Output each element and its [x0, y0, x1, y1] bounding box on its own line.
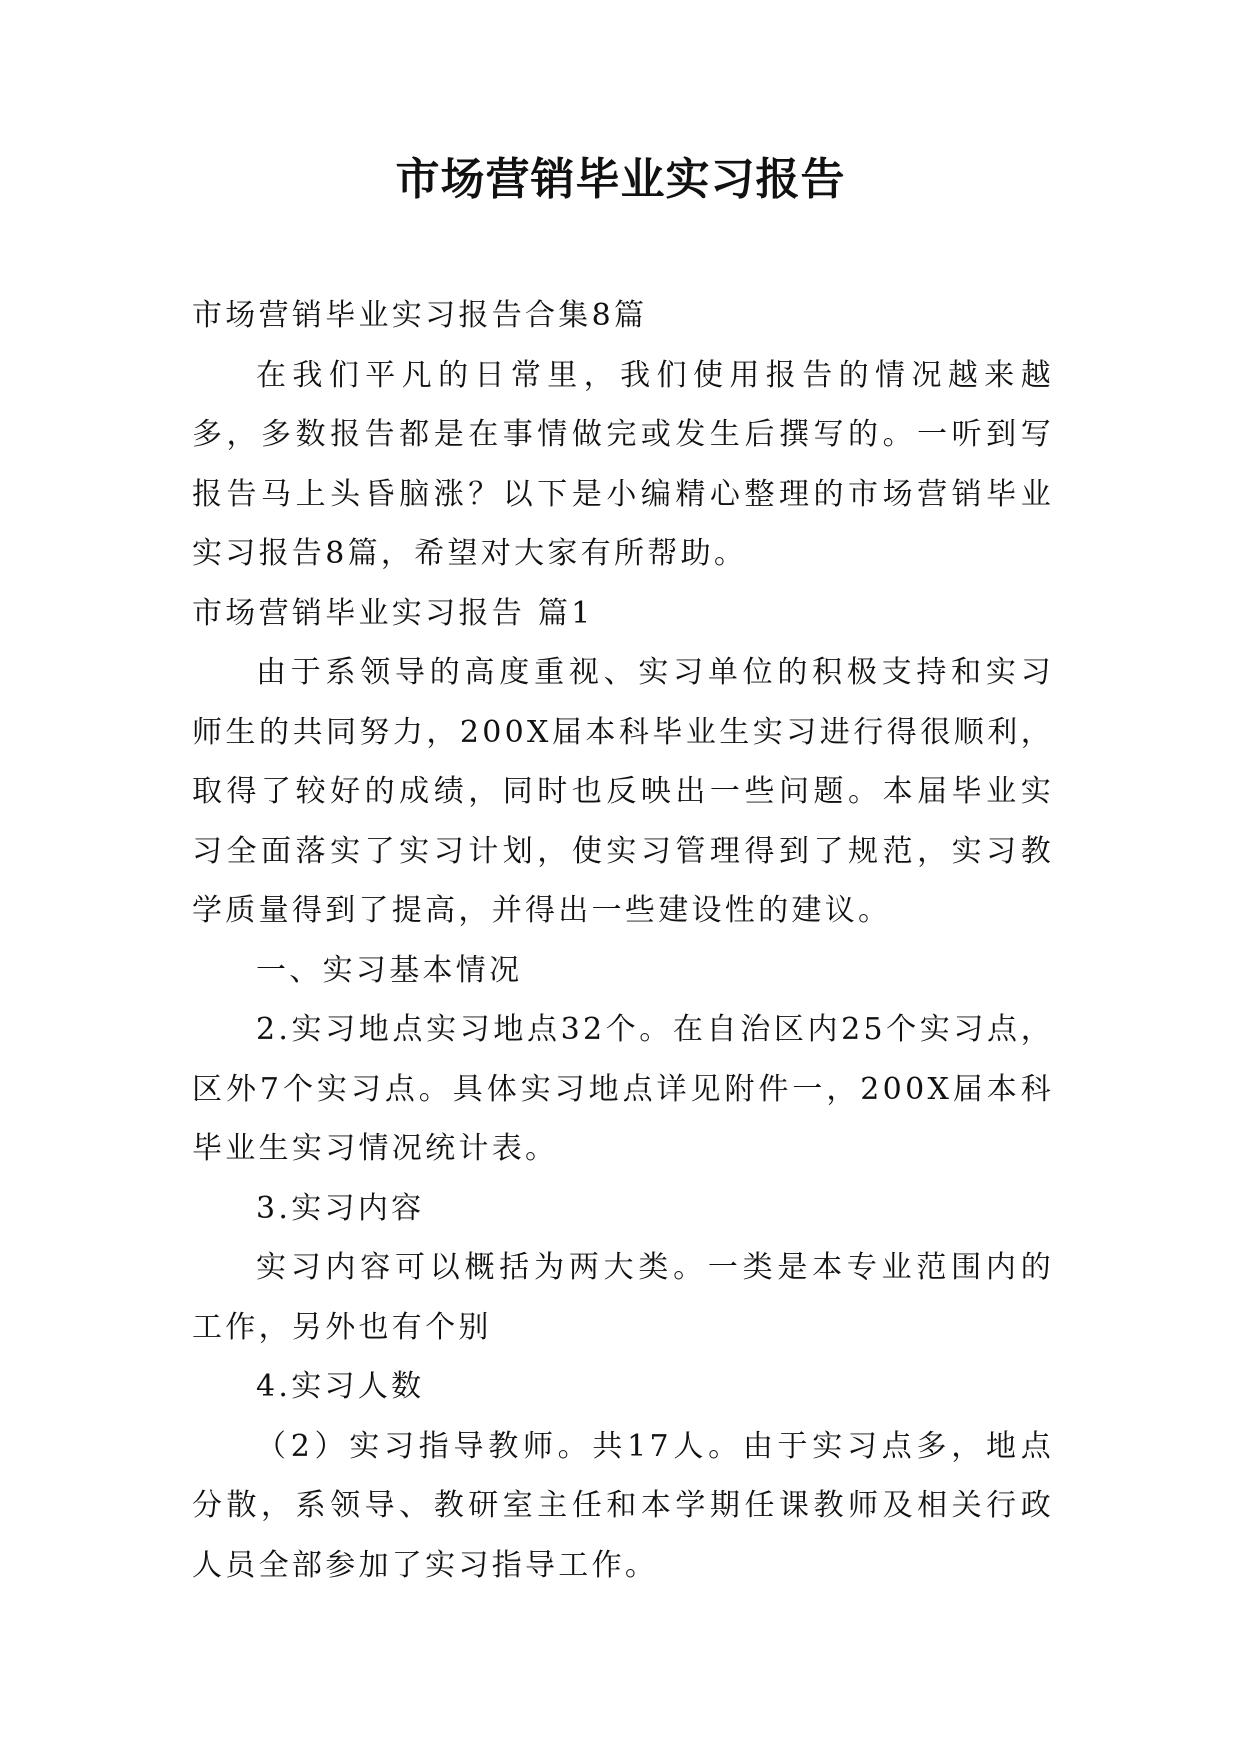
body-paragraph-locations: 2.实习地点实习地点32个。在自治区内25个实习点，区外7个实习点。具体实习地点详见附件一，200X届本科毕业生实习情况统计表。 — [192, 1012, 1054, 1166]
intro-paragraph: 在我们平凡的日常里，我们使用报告的情况越来越多，多数报告都是在事情做完或发生后撰写的。一听到写报告马上头昏脑涨？以下是小编精心整理的市场营销毕业实习报告8篇，希望对大家有所帮助。 — [192, 357, 1054, 571]
body-paragraph: 由于系领导的高度重视、实习单位的积极支持和实习师生的共同努力，200X届本科毕业生实习进行得很顺利，取得了较好的成绩，同时也反映出一些问题。本届毕业实习全面落实了实习计划，使实习管理得到了规范，实习教学质量得到了提高，并得出一些建设性的建议。 — [192, 655, 1054, 928]
subtitle-paragraph: 市场营销毕业实习报告合集8篇 — [192, 298, 648, 333]
body-paragraph-teachers: （2）实习指导教师。共17人。由于实习点多，地点分散，系领导、教研室主任和本学期任课教师及相关行政人员全部参加了实习指导工作。 — [192, 1428, 1054, 1583]
document-body — [192, 286, 1054, 1595]
subheading-content: 3.实习内容 — [256, 1190, 425, 1226]
section-heading-part-1: 市场营销毕业实习报告 篇1 — [192, 595, 594, 631]
body-paragraph-content: 实习内容可以概括为两大类。一类是本专业范围内的工作，另外也有个别 — [192, 1250, 1054, 1345]
subheading-headcount: 4.实习人数 — [256, 1369, 425, 1404]
subheading-basic-situation: 一、实习基本情况 — [256, 952, 523, 988]
document-title: 市场营销毕业实习报告 — [395, 154, 846, 205]
